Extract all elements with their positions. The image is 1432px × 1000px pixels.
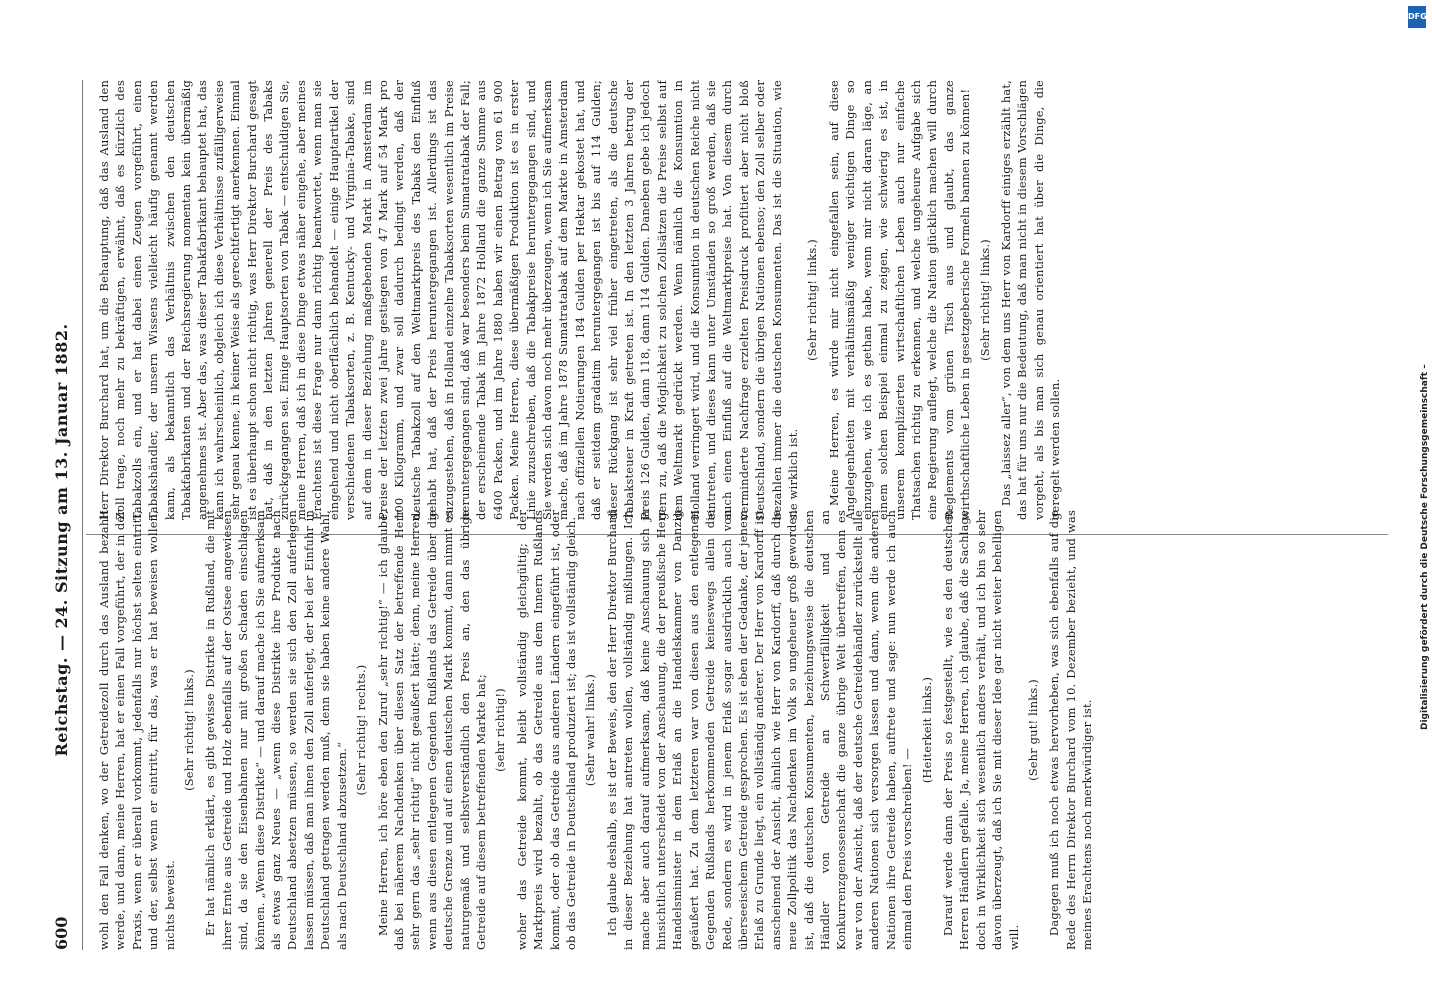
paragraph: Dagegen muß ich noch etwas hervorheben, was sich ebenfalls auf die Rede des Herrn Direktor Burchard vom 10. Dezember bezieht, und was meines Erachtens noch merkwürdiger ist. bbox=[1047, 510, 1095, 950]
paragraph: Meine Herren, es würde mir nicht eingefallen sein, auf diese Angelegenheiten mit verhältnismäßig weniger wichtigen Dinge so einzugehen, wie ich es gethan habe, wenn mir nicht daran läge, an einem solchen Beispiel einmal zu zeigen, wie schwierig es ist, in unserem komplizierten wirtschaftlichen Leben auch nur einfache Thatsachen richtig zu erkennen, und welche ungeheure Aufgabe sich eine Regierung auflegt, welche die Nation glücklich machen will durch Reglements vom grünen Tisch aus und glaubt, das ganze wirthschaftliche Leben in gesetzgeberische Formeln bannen zu können! bbox=[826, 80, 973, 520]
right-column bbox=[96, 80, 1396, 520]
interjection: (Sehr richtig! rechts.) bbox=[354, 664, 369, 796]
running-title: Reichstag. — 24. Sitzung am 13. Januar 1882. bbox=[52, 323, 71, 757]
credit-text: Digitalisierung gefördert durch die Deutsche Forschungsgemeinschaft – bbox=[1420, 364, 1430, 730]
paragraph: Darauf werde dann der Preis so festgestellt, wie es den deutschen Herren Händlern gefalle. Ja, meine Herren, ich glaube, daß die Sachlage doch in Wirklichkeit sich wesentlich anders verhält, und ich bin so sehr davon überzeugt, daß ich Sie mit dieser Idee gar nicht weiter behelligen will. bbox=[940, 510, 1021, 950]
page-number: 600 bbox=[52, 916, 71, 950]
interjection: (Heiterkeit links.) bbox=[919, 676, 934, 784]
paragraph: Meine Herren, ich höre eben den Zuruf „sehr richtig!“ — ich glaube, daß bei näherem Nachdenken über diesen Satz der betreffende Herr sehr gern das „sehr richtig“ nicht geäußert hätte; denn, meine Herren, wenn aus diesen entlegenen Gegenden Rußlands das Getreide über die deutsche Grenze und auf einen deutschen Markt kommt, dann nimmt es naturgemäß und selbstverständlich den Preis an, den das übrige Getreide auf diesem betreffenden Markte hat; bbox=[375, 510, 488, 950]
digitization-credit bbox=[1406, 30, 1428, 730]
interjection: (Sehr richtig! links.) bbox=[805, 239, 820, 361]
paragraph: Ich glaube deshalb, es ist der Beweis, den der Herr Direktor Burchard in dieser Beziehung hat antreten wollen, vollständig mißlungen. Ich mache aber auch darauf aufmerksam, daß keine Anschauung sich ja hinsichtlich unterscheidet von der Anschauung, die der preußische Herr Handelsminister in dem Erlaß an die Handelskammer von Danzig geäußert hat. Zu dem letzteren war von diesen aus den entlegenen Gegenden Rußlands herkommenden Getreide keineswegs allein die Rede, sondern es wird in jenem Erlaß sogar ausdrücklich auch von überseeischem Getreide gesprochen. Es ist eben der Gedanke, der jenem Erlaß zu Grunde liegt, ein vollständig anderer. Der Herr von Kardorff ist anscheinend der Ansicht, ähnlich wie Herr von Kardorff, daß durch die neue Zollpolitik das Nachdenken im Volk so ungeheuer groß geworden ist, daß die deutschen Konsumenten, beziehungsweise die deutschen Händler von Getreide an Schwerfälligkeit und an Konkurrenzgenossenschaft die ganze übrige Welt übertreffen, denn es war von der Ansicht, daß der deutsche Getreidehändler zurückstellt alle anderen Nationen sich versorgen lassen und dann, wenn die anderen Nationen ihre Getreide haben, auftrete und sage: nun werde ich auch einmal den Preis vorschreiben! — bbox=[604, 510, 915, 950]
interjection: (Sehr richtig! links.) bbox=[977, 239, 992, 361]
interjection: (Sehr wahr! links.) bbox=[583, 673, 598, 787]
interjection: (sehr richtig!) bbox=[493, 688, 508, 772]
interjection: (Sehr richtig! links.) bbox=[182, 669, 197, 791]
paragraph: woher das Getreide kommt, bleibt vollständig gleichgültig; der Marktpreis wird bezahlt, ob das Getreide aus dem Innern Rußlands kommt, oder ob das Getreide aus anderen Ländern eingeführt ist, oder ob das Getreide in Deutschland produziert ist; das ist vollständig gleich. bbox=[514, 510, 578, 950]
paragraph: Das „laissez aller“, von dem uns Herr von Kardorff einiges erzählt hat, das hat für uns nur die Bedeutung, daß man nicht in diesem Vorschlägen vorgeht, als bis man sich genau orientiert hat über die Dinge, die geregelt werden sollen. bbox=[998, 80, 1063, 520]
left-column bbox=[96, 510, 1396, 950]
page-header bbox=[52, 80, 76, 950]
dfg-logo: DFG bbox=[1408, 6, 1426, 28]
paragraph: wohl den Fall denken, wo der Getreidezoll durch das Ausland bezahlt werde, und dann, meine Herren, hat er einen Fall vorgeführt, der in der Praxis, wenn er überall vorkommt, jedenfalls nur höchst selten eintritt, und der, selbst wenn er eintritt, für das, was er hat beweisen wollen, nichts beweist. bbox=[97, 510, 177, 950]
paragraph: Er hat nämlich erklärt, es gibt gewisse Distrikte in Rußland, die mit ihrer Ernte aus Getreide und Holz ebenfalls auf der Ostsee angewiesen sind, da sie den Eisenbahnen nur mit großen Schaden einschlagen können. „Wenn diese Distrikte“ — und darauf mache ich Sie aufmerksam als etwas ganz Neues — „wenn diese Distrikte ihre Produkte nach Deutschland absetzen müssen, so werden sie sich den Zoll auferlegen lassen müssen, daß man ihnen den Zoll auferlegt, der bei der Einfuhr in Deutschland getragen werden muß, denn sie haben keine andere Wahl, als nach Deutschland abzusetzen.“ bbox=[203, 510, 349, 950]
paragraph: Herr Direktor Burchard hat, um die Behauptung, daß das Ausland den Zoll trage, noch mehr zu bekräftigen, erwähnt, daß es kürzlich des Tabakzolls ein, und er hat dabei einen Zeugen vorgeführt, einen Tabakshändler, der unsern Wissens vielleicht häufig genannt werden kann, als bekanntlich das Verhältnis zwischen den deutschen Tabakfabrikanten und der Reichsregierung momentan kein übermäßig angenehmes ist. Aber das, was dieser Tabakfabrikant behauptet hat, das kann ich wahrscheinlich, obgleich ich diese Verhältnisse zufälligerweise sehr genau kenne, in keiner Weise als gerechtfertigt anerkennen. Einmal ist es überhaupt schon nicht richtig, was Herr Direktor Burchard gesagt hat, daß in den letzten Jahren generell der Preis des Tabaks zurückgegangen sei. Einige Hauptsorten von Tabak — entschuldigen Sie, meine Herren, daß ich in diese Dinge etwas näher eingehe, aber meines Erachtens ist diese Frage nur dann richtig beantwortet, wenn man sie eingehend und nicht oberflächlich behandelt — einige Hauptartikel der verschiedenen Tabaksorten, z. B. Kentucky- und Virginia-Tabake, sind auf dem in dieser Beziehung maßgebenden Markt in Amsterdam im Preise der letzten zwei Jahre gestiegen von 47 Mark auf 54 Mark pro 100 Kilogramm, und zwar soll dadurch bedingt werden, daß der deutsche Tabakzoll auf den Weltmarktpreis des Tabaks den Einfluß gehabt hat, daß der Preis heruntergegangen ist. Allerdings ist das zuzugestehen, daß in Holland einzelne Tabaksorten wesentlich im Preise heruntergegangen sind, daß war besonders beim Sumatratabak der Fall; der erscheinende Tabak im Jahre 1872 Holland die ganze Summe aus 6400 Packen, und im Jahre 1880 haben wir einen Betrag von 61 900 Packen. Meine Herren, diese übermäßigen Produktion ist es in erster Linie zuzuschreiben, daß die Tabakpreise heruntergegangen sind, und Sie werden sich davon noch mehr überzeugen, wenn ich Sie aufmerksam mache, daß im Jahre 1878 Sumatratabak auf dem Markte in Amsterdam nach offiziellen Notierungen 184 Gulden per Hektar gekostet hat, und daß er seitdem gradatim heruntergegangen ist bis auf 114 Gulden; dieser Rückgang ist sehr viel früher eingetreten, als die deutsche Tabaksteuer in Kraft getreten ist. In den letzten 3 Jahren betrug der Preis 126 Gulden, dann 118, dann 114 Gulden. Daneben gebe ich jedoch gern zu, daß die Möglichkeit zu solchen Zollsätzen die Preise selbst auf dem Weltmarkt gedrückt werden. Wenn nämlich die Konsumtion in Holland verringert wird, und die Konsumtion in deutschen Reiche nicht eintreten, und dieses kann unter Umständen so groß werden, daß sie auch einen Einfluß auf die Weltmarktpreise hat. Von diesem durch verminderte Nachfrage erzielten Preisdruck profitiert aber nicht bloß Deutschland, sondern die übrigen Nationen ebenso; den Zoll selber oder bezahlen immer die deutschen Konsumenten. Das ist die Situation, wie sie wirklich ist. bbox=[97, 80, 801, 520]
interjection: (Sehr gut! links.) bbox=[1025, 679, 1040, 781]
header-rule bbox=[82, 80, 83, 950]
